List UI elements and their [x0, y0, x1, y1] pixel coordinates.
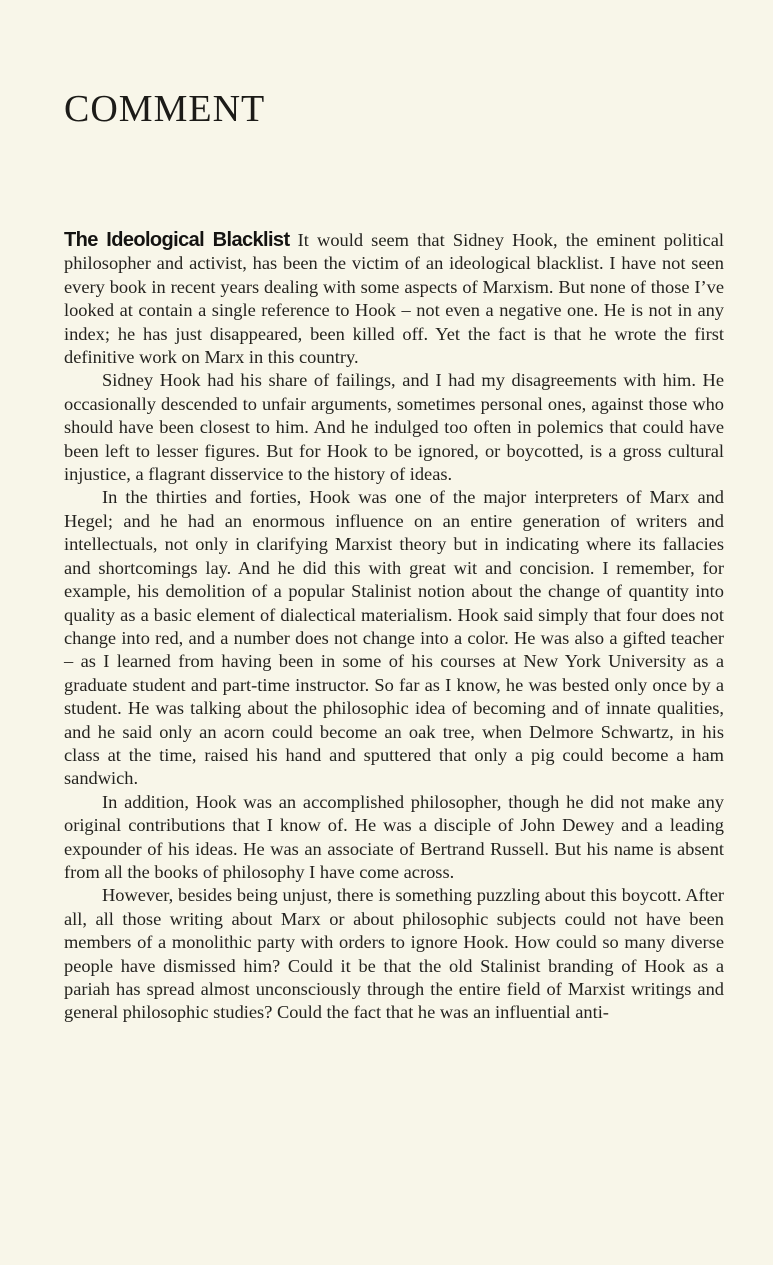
article-paragraph: In the thirties and forties, Hook was one of the major interpreters of Marx and Hegel; and he had an enormous influence on an entire generation of writers and intellectuals, not only in clarifying Marxist theory but in indicating where its fallacies and shortcomings lay. And he did this with great wit and concision. I remember, for example, his demolition of a popular Stalinist notion about the change of quantity into quality as a basic element of dialectical materialism. Hook said simply that four does not change into red, and a number does not change into a color. He was also a gifted teacher – as I learned from having been in some of his courses at New York University as a graduate student and part-time instructor. So far as I know, he was bested only once by a student. He was talking about the philosophic idea of becoming and of innate qualities, and he said only an acorn could become an oak tree, when Delmore Schwartz, in his class at the time, raised his hand and sputtered that only a pig could become a ham sandwich.	[64, 487, 724, 789]
article-paragraph: However, besides being unjust, there is something puzzling about this boycott. After all, all those writing about Marx or about philosophic subjects could not have been members of a monolithic party with orders to ignore Hook. How could so many diverse people have dismissed him? Could it be that the old Stalinist branding of Hook as a pariah has spread almost unconsciously through the entire field of Marxist writings and general philosophic studies? Could the fact that he was an influential anti-	[64, 885, 724, 1023]
article-title: The Ideological Blacklist	[64, 229, 290, 251]
article-paragraph: In addition, Hook was an accomplished philosopher, though he did not make any original contributions that I know of. He was a disciple of John Dewey and a leading expounder of his ideas. He was an associate of Bertrand Russell. But his name is absent from all the books of philosophy I have come across.	[64, 791, 724, 882]
article-paragraph	[64, 229, 724, 369]
section-heading: COMMENT	[64, 88, 266, 130]
article-paragraph: Sidney Hook had his share of failings, and I had my disagreements with him. He occasionally descended to unfair arguments, sometimes personal ones, against those who should have been closest to him. And he indulged too often in polemics that could have been left to lesser figures. But for Hook to be ignored, or boycotted, is a gross cultural injustice, a flagrant disservice to the history of ideas.	[64, 370, 724, 485]
article-body	[64, 229, 724, 1025]
paragraph-text: It would seem that Sidney Hook, the eminent political philosopher and activist, has been the victim of an ideological blacklist. I have not seen every book in recent years dealing with some aspects of Marxism. But none of those I’ve looked at contain a single reference to Hook – not even a negative one. He is not in any index; he has just disappeared, been killed off. Yet the fact is that he wrote the first definitive work on Marx in this country.	[64, 230, 724, 368]
